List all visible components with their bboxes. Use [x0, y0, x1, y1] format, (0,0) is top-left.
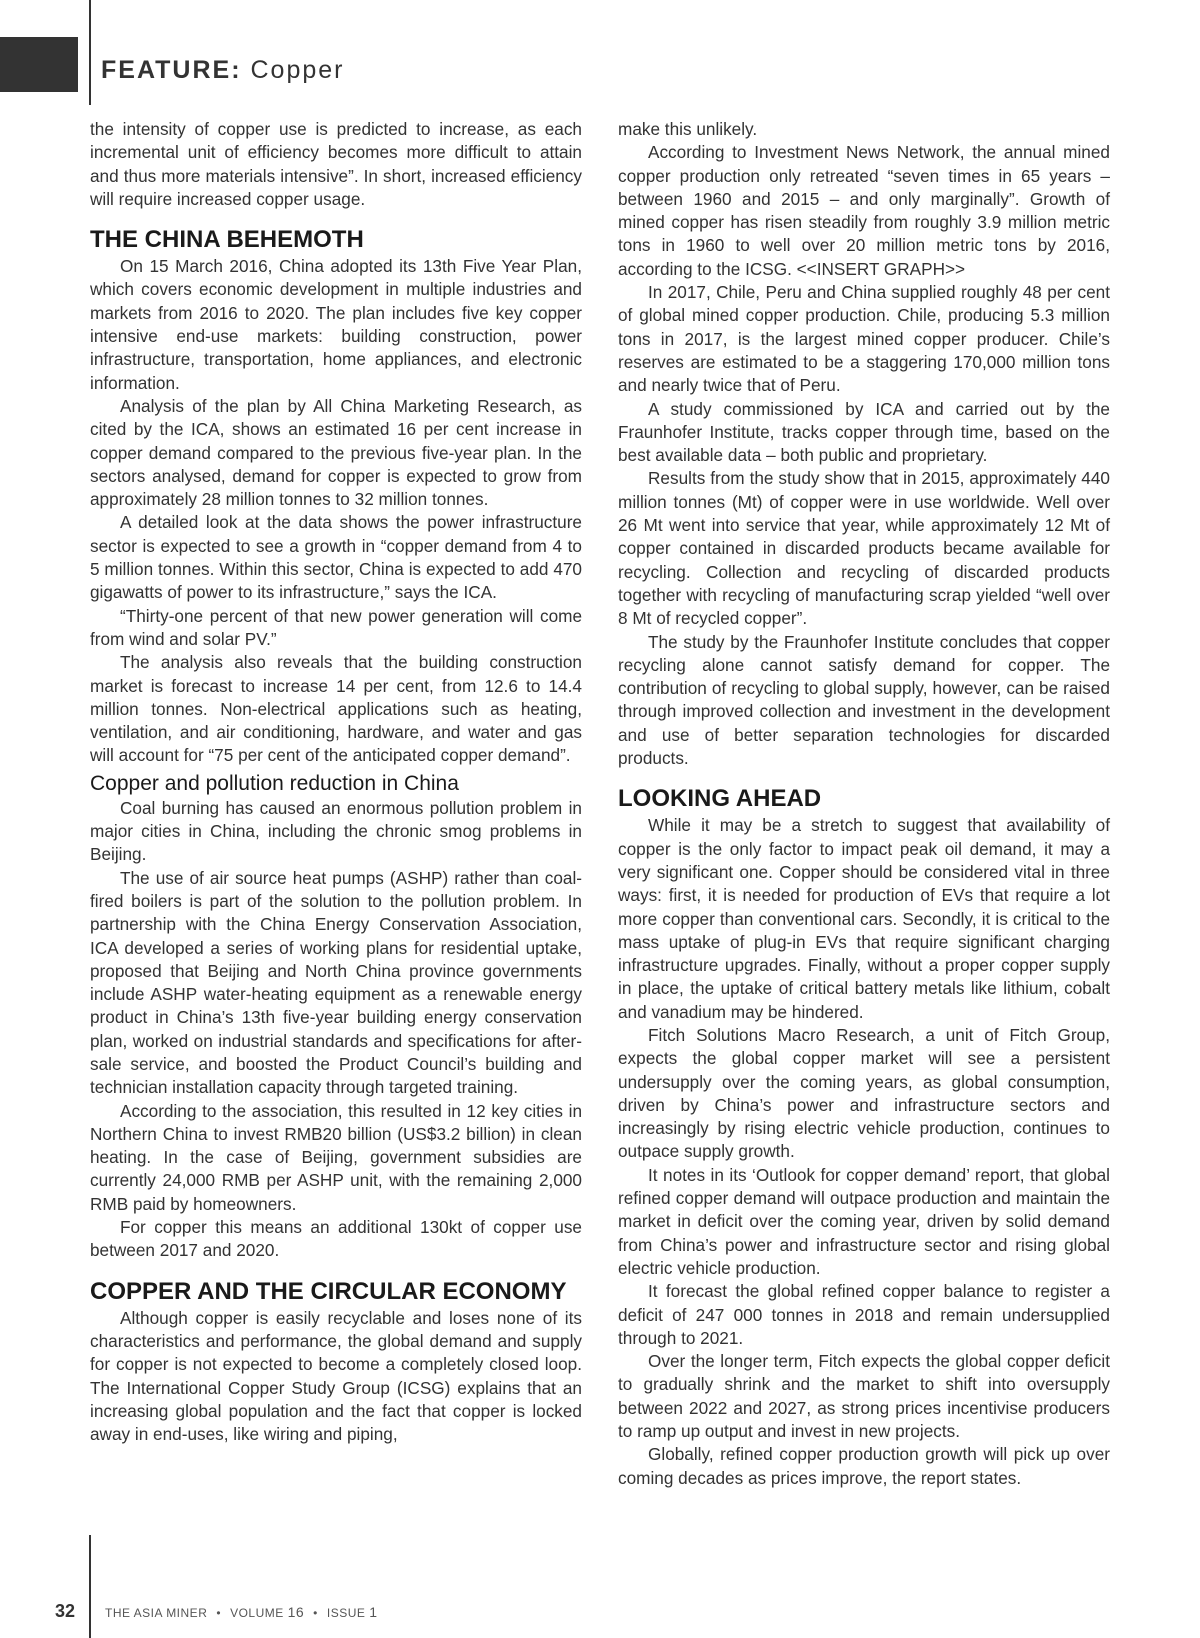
- paragraph: Results from the study show that in 2015, approximately 440 million tonnes (Mt) of copper were in use worldwide. Well over 26 Mt went into service that year, while approximately 12 Mt of copper contained in discarded products became available for recycling. Collection and recycling of discarded products together with recycling of manufacturing scrap yielded “well over 8 Mt of recycled copper”.: [618, 468, 1110, 629]
- section-tab-block: [0, 37, 78, 92]
- paragraph: Over the longer term, Fitch expects the global copper deficit to gradually shrink and the market to shift into oversupply between 2022 and 2027, as strong prices incentivise producers to ramp up output and invest in new projects.: [618, 1351, 1110, 1442]
- paragraph: the intensity of copper use is predicted to increase, as each incremental unit of efficiency becomes more difficult to attain and thus more materials intensive”. In short, increased efficiency will require increased copper usage.: [90, 119, 582, 209]
- feature-kicker: FEATURE:: [101, 56, 242, 84]
- paragraph: “Thirty-one percent of that new power generation will come from wind and solar PV.”: [90, 605, 582, 649]
- footer-bullet: •: [216, 1606, 222, 1620]
- paragraph: The study by the Fraunhofer Institute concludes that copper recycling alone cannot satisfy demand for copper. The contribution of recycling to global supply, however, can be raised through improved collection and investment in the development and use of better separation technologies for discarded products.: [618, 631, 1110, 769]
- paragraph: A detailed look at the data shows the power infrastructure sector is expected to see a growth in “copper demand from 4 to 5 million tonnes. Within this sector, China is expected to add 470 gigawatts of power to its infrastructure,” says the ICA.: [90, 512, 582, 603]
- paragraph: It forecast the global refined copper balance to register a deficit of 247 000 tonnes in 2018 and remain undersupplied through to 2021.: [618, 1281, 1110, 1348]
- feature-header: [101, 56, 344, 85]
- issue-number: 1: [369, 1604, 378, 1620]
- footer-bullet: •: [313, 1606, 318, 1620]
- paragraph: The analysis also reveals that the building construction market is forecast to increase 14 per cent, from 12.6 to 14.4 million tonnes. Non-electrical applications such as heating, ventilation, and air conditioning, hardware, and water and gas will account for “75 per cent of the anticipated copper demand”.: [90, 652, 582, 766]
- publication-name: THE ASIA MINER: [105, 1606, 208, 1620]
- issue-label: ISSUE: [326, 1606, 366, 1620]
- paragraph: For copper this means an additional 130kt of copper use between 2017 and 2020.: [90, 1217, 582, 1261]
- paragraph: Analysis of the plan by All China Marketing Research, as cited by the ICA, shows an estimated 16 per cent increase in copper demand compared to the previous five-year plan. In the sectors analysed, demand for copper is expected to grow from approximately 28 million tonnes to 32 million tonnes.: [90, 395, 582, 510]
- paragraph: make this unlikely.: [618, 119, 758, 139]
- volume-number: 16: [287, 1604, 305, 1620]
- paragraph: A study commissioned by ICA and carried out by the Fraunhofer Institute, tracks copper through time, based on the best available data – both public and proprietary.: [618, 398, 1110, 466]
- paragraph: The use of air source heat pumps (ASHP) rather than coal-fired boilers is part of the solution to the pollution problem. In partnership with the China Energy Conservation Association, ICA developed a series of working plans for residential uptake, proposed that Beijing and North China province governments include ASHP water-heating equipment as a renewable energy product in China’s 13th five-year building energy conservation plan, worked on industrial standards and specifications for after-sale service, and boosted the Product Council’s building and technician installation capacity through targeted training.: [90, 867, 582, 1098]
- paragraph: According to Investment News Network, the annual mined copper production only retreated “seven times in 65 years – between 1960 and 2015 – and only marginally”. Growth of mined copper has risen steadily from roughly 3.9 million metric tons in 1960 to well over 20 million metric tons by 2016, according to the ICSG. <<INSERT GRAPH>>: [618, 142, 1110, 279]
- section-heading: THE CHINA BEHEMOTH: [90, 226, 364, 254]
- footer-publication-info: [105, 1604, 378, 1620]
- subsection-heading: Copper and pollution reduction in China: [90, 771, 459, 795]
- paragraph: In 2017, Chile, Peru and China supplied roughly 48 per cent of global mined copper production. Chile, producing 5.3 million tons in 2017, is the largest mined copper producer. Chile’s reserves are estimated to be a staggering 170,000 million tons and nearly twice that of Peru.: [618, 282, 1110, 396]
- volume-label: VOLUME: [230, 1606, 284, 1620]
- paragraph: While it may be a stretch to suggest that availability of copper is the only factor to impact peak oil demand, it may a very significant one. Copper should be considered vital in three ways: first, it is needed for production of EVs that require a lot more copper than conventional cars. Secondly, it is critical to the mass uptake of plug-in EVs that require significant charging infrastructure upgrades. Finally, without a proper copper supply in place, the uptake of critical battery metals like lithium, cobalt and vanadium may be hindered.: [618, 815, 1110, 1022]
- paragraph: Although copper is easily recyclable and loses none of its characteristics and performance, the global demand and supply for copper is not expected to become a completely closed loop. The International Copper Study Group (ICSG) explains that an increasing global population and the fact that copper is locked away in end-uses, like wiring and piping,: [90, 1307, 582, 1445]
- section-heading: LOOKING AHEAD: [618, 785, 822, 813]
- paragraph: Globally, refined copper production growth will pick up over coming decades as prices improve, the report states.: [618, 1444, 1110, 1488]
- right-column: [618, 118, 1110, 1490]
- feature-topic: Copper: [250, 56, 345, 84]
- paragraph: It notes in its ‘Outlook for copper demand’ report, that global refined copper demand will outpace production and maintain the market in deficit over the coming year, driven by solid demand from China’s power and infrastructure sector and rising global electric vehicle production.: [618, 1164, 1110, 1278]
- footer-divider-line: [89, 1535, 91, 1638]
- page-number: 32: [55, 1601, 76, 1621]
- paragraph: Coal burning has caused an enormous pollution problem in major cities in China, including the chronic smog problems in Beijing.: [90, 797, 582, 865]
- section-heading: COPPER AND THE CIRCULAR ECONOMY: [90, 1277, 567, 1305]
- paragraph: Fitch Solutions Macro Research, a unit of Fitch Group, expects the global copper market will see a persistent undersupply over the coming years, as global consumption, driven by China’s power and infrastructure sectors and increasingly by rising electric vehicle production, continues to outpace supply growth.: [618, 1024, 1110, 1162]
- paragraph: According to the association, this resulted in 12 key cities in Northern China to invest RMB20 billion (US$3.2 billion) in clean heating. In the case of Beijing, government subsidies are currently 24,000 RMB per ASHP unit, with the remaining 2,000 RMB paid by homeowners.: [90, 1100, 582, 1214]
- paragraph: On 15 March 2016, China adopted its 13th Five Year Plan, which covers economic development in multiple industries and markets from 2016 to 2020. The plan includes five key copper intensive end-use markets: building construction, power infrastructure, transportation, home appliances, and electronic information.: [90, 256, 582, 393]
- header-divider-line: [89, 0, 91, 105]
- left-column: [90, 118, 582, 1446]
